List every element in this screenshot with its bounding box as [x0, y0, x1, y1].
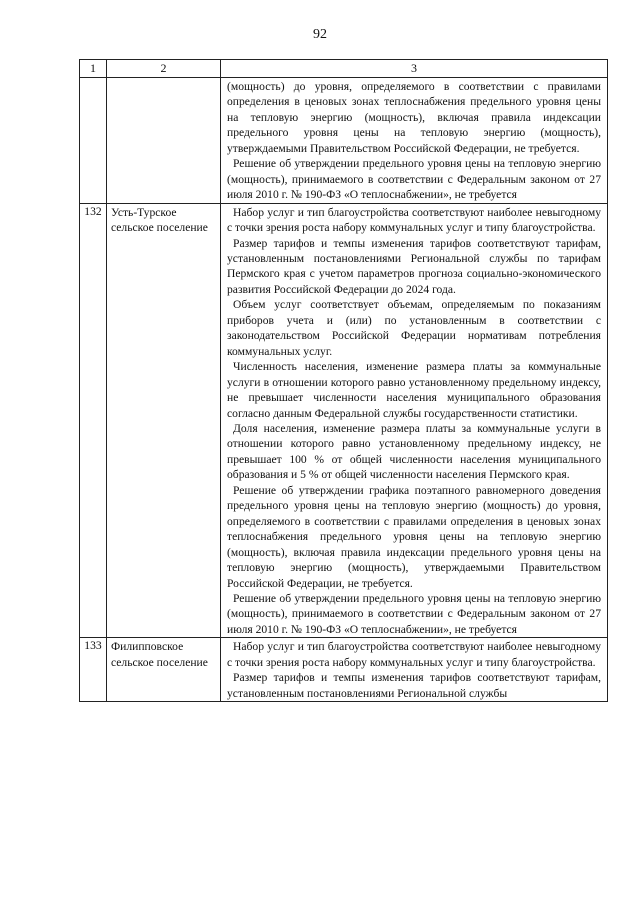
row-number	[80, 78, 107, 204]
paragraph: Численность населения, изменение размера платы за коммунальные услуги в отношении которого равно установленному предельному индексу, не превышает численности населения муниципального образования согласно данным Федеральной службы государственности статистики.	[227, 360, 601, 420]
paragraph: (мощность) до уровня, определяемого в соответствии с правилами определения в ценовых зонах теплоснабжения предельного уровня цены на тепловую энергию (мощность), включая правила индексации предельного уровня цены на тепловую энергию (мощность), утверждаемыми Правительством Российской Федерации, не требуется.	[227, 80, 601, 155]
settlement-name: Филипповское сельское поселение	[107, 638, 221, 702]
page-number: 92	[313, 27, 327, 42]
table-row	[80, 78, 608, 204]
paragraph: Решение об утверждении предельного уровня цены на тепловую энергию (мощность), принимаемого в соответствии с Федеральным законом от 27 июля 2010 г. № 190-ФЗ «О теплоснабжении», не требуется	[227, 157, 601, 202]
paragraph: Набор услуг и тип благоустройства соответствуют наиболее невыгодному с точки зрения роста набору коммунальных услуг и типу благоустройства.	[227, 640, 601, 669]
municipality-table	[79, 59, 608, 702]
header-col-1: 1	[80, 60, 107, 78]
table-row	[80, 203, 608, 638]
header-col-2: 2	[107, 60, 221, 78]
row-description	[221, 638, 608, 702]
header-col-3: 3	[221, 60, 608, 78]
paragraph: Набор услуг и тип благоустройства соответствуют наиболее невыгодному с точки зрения роста набору коммунальных услуг и типу благоустройства.	[227, 205, 601, 235]
paragraph: Объем услуг соответствует объемам, определяемым по показаниям приборов учета и (или) по установленным в соответствии с законодательством Российской Федерации нормативам потребления коммунальных услуг.	[227, 298, 601, 358]
paragraph: Решение об утверждении графика поэтапного равномерного доведения предельного уровня цены на тепловую энергию (мощность) до уровня, определяемого в соответствии с правилами определения в ценовых зонах теплоснабжения предельного уровня цены на тепловую энергию (мощность), включая правила индексации предельного уровня цены на тепловую энергию (мощность), утверждаемыми Правительством Российской Федерации, не требуется.	[227, 483, 601, 590]
row-description	[221, 78, 608, 204]
row-number: 133	[80, 638, 107, 702]
paragraph: Решение об утверждении предельного уровня цены на тепловую энергию (мощность), принимаемого в соответствии с Федеральным законом от 27 июля 2010 г. № 190-ФЗ «О теплоснабжении», не требуется	[227, 591, 601, 636]
settlement-name: Усть-Турское сельское поселение	[107, 203, 221, 638]
row-description	[221, 203, 608, 638]
paragraph: Доля населения, изменение размера платы за коммунальные услуги в отношении которого равно установленному предельному индексу, не превышает 100 % от общей численности населения муниципального образования и 5 % от общей численности населения Пермского края.	[227, 421, 601, 482]
paragraph: Размер тарифов и темпы изменения тарифов соответствуют тарифам, установленным постановлениями Региональной службы	[227, 671, 601, 700]
table-row	[80, 638, 608, 702]
paragraph: Размер тарифов и темпы изменения тарифов соответствуют тарифам, установленным постановлениями Региональной службы по тарифам Пермского края с учетом параметров прогноза социально-экономического развития Российской Федерации до 2024 года.	[227, 236, 601, 296]
settlement-name	[107, 78, 221, 204]
row-number: 132	[80, 203, 107, 638]
table-header-row	[80, 60, 608, 78]
